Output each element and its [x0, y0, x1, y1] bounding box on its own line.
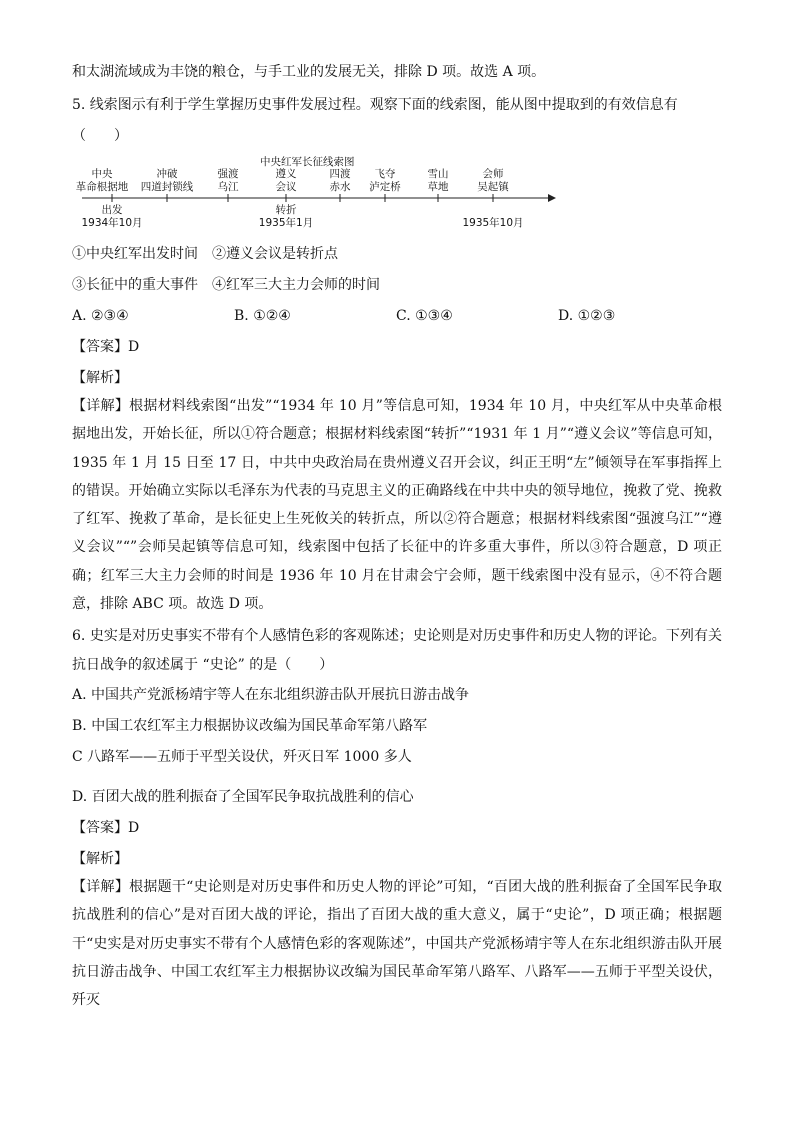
- timeline-event-zunyi: 遵义 会议: [275, 168, 297, 193]
- q6-option-a: A. 中国共产党派杨靖宇等人在东北组织游击队开展抗日游击战争: [72, 686, 470, 703]
- timeline-title: 中央红军长征线索图: [260, 156, 355, 168]
- q5-option-d: D. ①②③: [558, 308, 616, 324]
- q6-analysis-label: 【解析】: [72, 850, 128, 867]
- timeline-event-break-blockade: 冲破 四道封锁线: [140, 168, 194, 193]
- q6-option-d: D. 百团大战的胜利振奋了全国军民争取抗战胜利的信心: [72, 788, 414, 805]
- timeline-arrow-head: [548, 194, 556, 202]
- q5-stem-line-1: 5. 线索图示有利于学生掌握历史事件发展过程。观察下面的线索图，能从图中提取到的有效信息有: [72, 97, 678, 113]
- timeline-date-turning-point: 转折 1935年1月: [258, 204, 314, 229]
- long-march-timeline: [72, 154, 558, 234]
- timeline-event-wujiang: 强渡 乌江: [217, 168, 239, 193]
- document-page: [72, 62, 722, 1014]
- q5-option-b: B. ①②④: [234, 308, 291, 324]
- timeline-event-central-base: 中央 革命根据地: [75, 168, 129, 193]
- q6-detail: 【详解】根据题干“史论则是对历史事件和历史人物的评论”可知，“百团大战的胜利振奋了全国军民争取抗战胜利的信心”是对百团大战的评论，指出了百团大战的重大意义，属于“史论”，D 项正确；根据题干“史实是对历史事实不带有个人感情色彩的客观陈述”，中国共产党派杨靖宇等人在东北组织游击队开展抗日游击战争、中国工农红军主力根据协议改编为国民革命军第八路军、八路军——五师于平型关设伏，歼灭: [72, 878, 722, 1009]
- timeline-event-wuqi: 会师 吴起镇: [477, 168, 509, 193]
- timeline-date-departure: 出发 1934年10月: [81, 204, 143, 229]
- q5-stem-line-2: （ ）: [72, 128, 128, 144]
- timeline-date-meeting: 1935年10月: [462, 217, 524, 229]
- q5-statement-line-2: ③长征中的重大事件 ④红军三大主力会师的时间: [72, 277, 380, 293]
- q6-option-b: B. 中国工农红军主力根据协议改编为国民革命军第八路军: [72, 717, 428, 734]
- timeline-event-chishui: 四渡 赤水: [329, 168, 351, 193]
- q6-answer: 【答案】D: [72, 819, 140, 836]
- q5-options: [72, 306, 722, 326]
- q5-detail: 【详解】根据材料线索图“出发”“1934 年 10 月”等信息可知，1934 年 10 月，中央红军从中央革命根据地出发，开始长征，所以①符合题意；根据材料线索图“转折”“1931 年 1 月”“遵义会议”等信息可知，1935 年 1 月 15 日至 17 日，中共中央政治局在贵州遵义召开会议，纠正王明“左”倾领导在军事指挥上的错误。开始确立实际以毛泽东为代表的马克思主义的正确路线在中共中央的领导地位，挽救了党、挽救了红军、挽救了革命，是长征史上生死攸关的转折点，所以②符合题意；根据材料线索图“强渡乌江”“遵义会议”“”会师吴起镇等信息可知，线索图中包括了长征中的许多重大事件，所以③符合题意，D 项正确；红军三大主力会师的时间是 1936 年 10 月在甘肃会宁会师，题干线索图中没有显示，④不符合题意，排除 ABC 项。故选 D 项。: [72, 398, 722, 613]
- q6-stem: 6. 史实是对历史事实不带有个人感情色彩的客观陈述；史论则是对历史事件和历史人物的评论。下列有关抗日战争的叙述属于 “史论” 的是（ ）: [72, 628, 722, 673]
- q5-answer: 【答案】D: [72, 339, 140, 355]
- timeline-event-snow-grassland: 雪山 草地: [427, 168, 449, 193]
- timeline-event-luding: 飞夺 泸定桥: [369, 168, 401, 193]
- q6-option-c: C 八路军——五师于平型关设伏，歼灭日军 1000 多人: [72, 748, 412, 765]
- q5-statement-line-1: ①中央红军出发时间 ②遵义会议是转折点: [72, 246, 338, 262]
- q5-option-c: C. ①③④: [396, 308, 453, 324]
- q5-option-a: A. ②③④: [72, 308, 129, 324]
- intro-line: 和太湖流域成为丰饶的粮仓，与手工业的发展无关，排除 D 项。故选 A 项。: [72, 64, 546, 80]
- q5-analysis-label: 【解析】: [72, 370, 128, 386]
